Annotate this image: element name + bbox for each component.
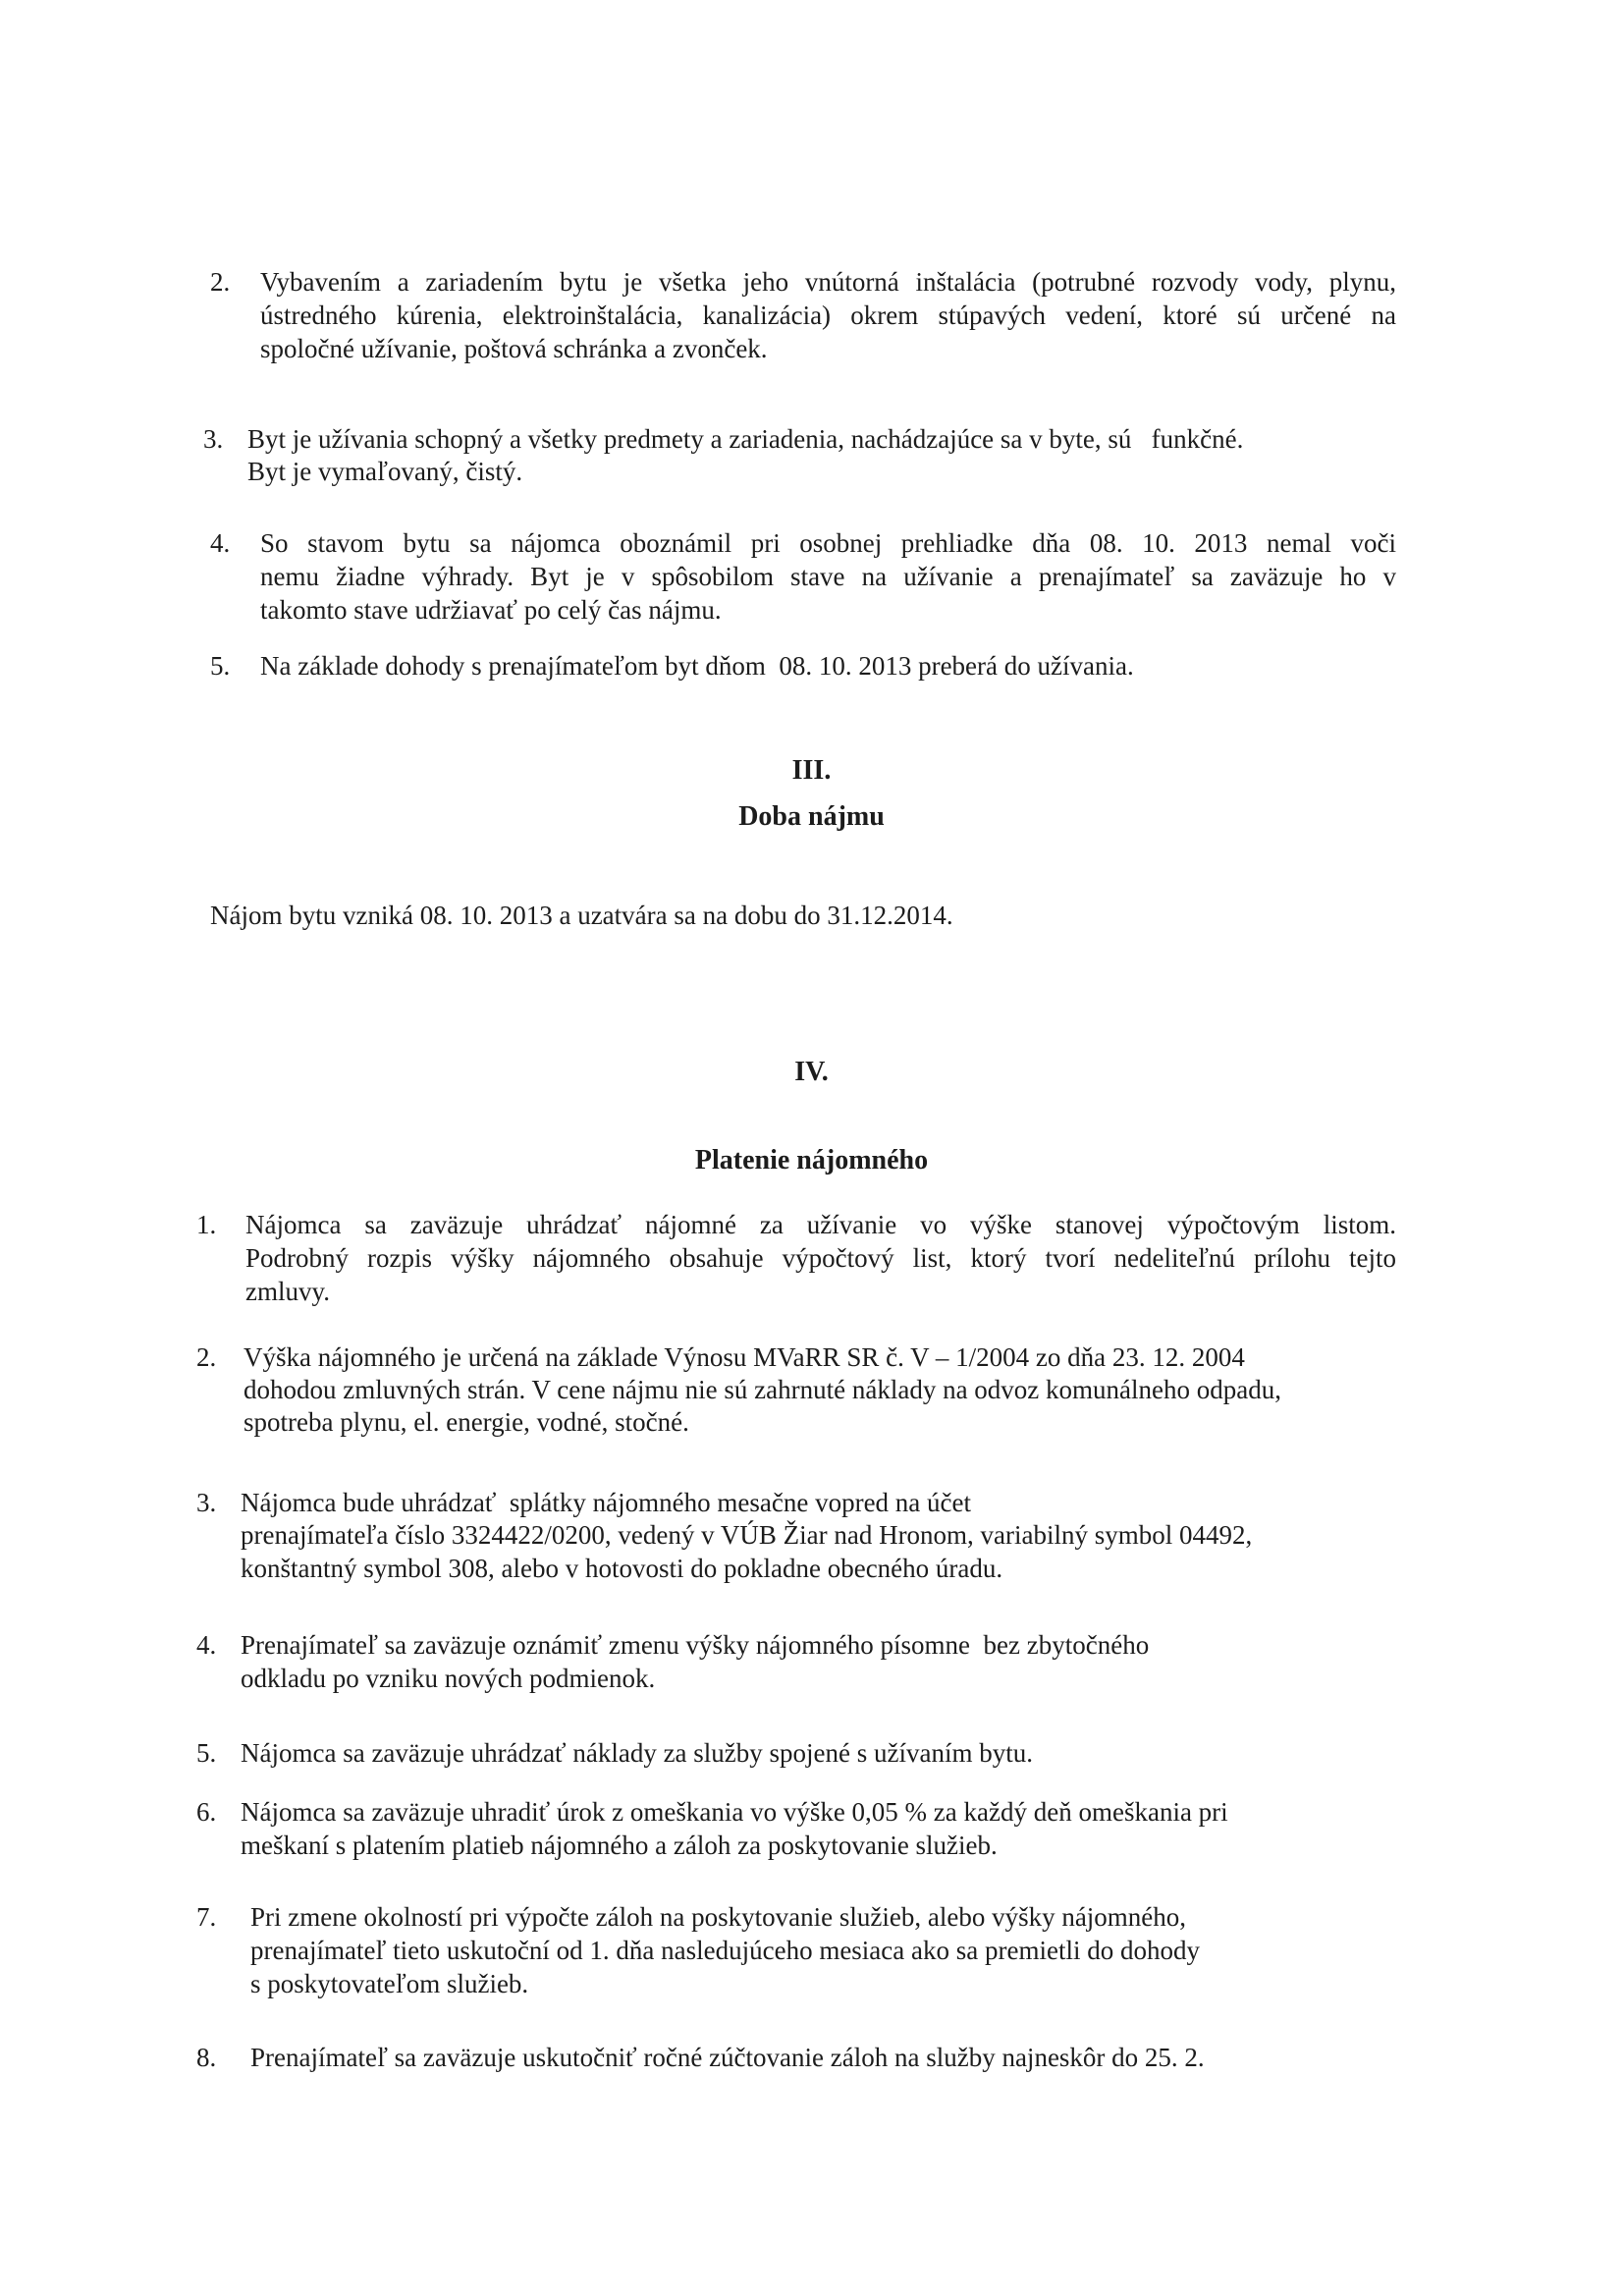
item-number: 3. (203, 424, 224, 454)
item-text-line: nemu žiadne výhrady. Byt je v spôsobilom stave na užívanie a prenajímateľ sa zaväzuje ho v (260, 562, 1396, 591)
item-text-line: Prenajímateľ sa zaväzuje uskutočniť ročné zúčtovanie záloh na služby najneskôr do 25. 2. (250, 2043, 1205, 2072)
item-number: 4. (210, 528, 231, 558)
section-iv-title: Platenie nájomného (694, 1145, 929, 1175)
item-text-line: dohodou zmluvných strán. V cene nájmu nie sú zahrnuté náklady na odvoz komunálneho odpadu, (243, 1375, 1281, 1404)
item-number: 4. (196, 1630, 217, 1660)
item-text-line: spoločné užívanie, poštová schránka a zvonček. (260, 334, 768, 363)
item-number: 8. (196, 2043, 217, 2072)
item-text-line: Prenajímateľ sa zaväzuje oznámiť zmenu výšky nájomného písomne bez zbytočného (241, 1630, 1150, 1660)
item-number: 3. (196, 1488, 217, 1517)
item-text-line: Podrobný rozpis výšky nájomného obsahuje výpočtový list, ktorý tvorí nedeliteľnú prílohu tejto (245, 1243, 1396, 1273)
item-text-line: Byt je užívania schopný a všetky predmety a zariadenia, nachádzajúce sa v byte, sú funkčné. (247, 424, 1244, 454)
item-number: 7. (196, 1902, 217, 1932)
item-text-line: Nájomca bude uhrádzať splátky nájomného mesačne vopred na účet (241, 1488, 972, 1517)
item-text-line: Na základe dohody s prenajímateľom byt dňom 08. 10. 2013 preberá do užívania. (260, 651, 1134, 681)
item-text-line: prenajímateľ tieto uskutoční od 1. dňa nasledujúceho mesiaca ako sa premietli do dohody (250, 1936, 1200, 1965)
item-text-line: Nájomca sa zaväzuje uhrádzať náklady za služby spojené s užívaním bytu. (241, 1738, 1033, 1768)
item-number: 2. (196, 1342, 217, 1372)
item-text-line: Byt je vymaľovaný, čistý. (247, 457, 523, 486)
section-iii-title: Doba nájmu (738, 801, 885, 832)
item-text-line: prenajímateľa číslo 3324422/0200, vedený v VÚB Žiar nad Hronom, variabilný symbol 04492, (241, 1520, 1253, 1550)
item-text-line: So stavom bytu sa nájomca oboznámil pri osobnej prehliadke dňa 08. 10. 2013 nemal voči (260, 528, 1396, 558)
item-text-line: meškaní s platením platieb nájomného a záloh za poskytovanie služieb. (241, 1831, 998, 1860)
item-text-line: s poskytovateľom služieb. (250, 1969, 529, 1998)
section-iii-text: Nájom bytu vzniká 08. 10. 2013 a uzatvára sa na dobu do 31.12.2014. (210, 901, 953, 930)
item-text-line: Pri zmene okolností pri výpočte záloh na poskytovanie služieb, alebo výšky nájomného, (250, 1902, 1187, 1932)
item-number: 5. (210, 651, 231, 681)
section-iii-numeral: III. (791, 755, 832, 786)
item-number: 2. (210, 267, 231, 297)
item-text-line: Nájomca sa zaväzuje uhrádzať nájomné za užívanie vo výške stanovej výpočtovým listom. (245, 1210, 1396, 1239)
item-text-line: Vybavením a zariadením bytu je všetka jeho vnútorná inštalácia (potrubné rozvody vody, plynu, (260, 267, 1396, 297)
item-text-line: Výška nájomného je určená na základe Výnosu MVaRR SR č. V – 1/2004 zo dňa 23. 12. 2004 (243, 1342, 1245, 1372)
item-number: 1. (196, 1210, 217, 1239)
item-text-line: konštantný symbol 308, alebo v hotovosti do pokladne obecného úradu. (241, 1554, 1003, 1583)
item-text-line: Nájomca sa zaväzuje uhradiť úrok z omeškania vo výške 0,05 % za každý deň omeškania pri (241, 1797, 1228, 1827)
item-text-line: zmluvy. (245, 1277, 330, 1306)
item-number: 6. (196, 1797, 217, 1827)
section-iv-numeral: IV. (794, 1057, 829, 1087)
item-text-line: odkladu po vzniku nových podmienok. (241, 1664, 656, 1693)
item-text-line: spotreba plynu, el. energie, vodné, stočné. (243, 1407, 689, 1437)
item-text-line: takomto stave udržiavať po celý čas nájmu. (260, 595, 722, 625)
item-number: 5. (196, 1738, 217, 1768)
item-text-line: ústredného kúrenia, elektroinštalácia, kanalizácia) okrem stúpavých vedení, ktoré sú určené na (260, 301, 1396, 330)
